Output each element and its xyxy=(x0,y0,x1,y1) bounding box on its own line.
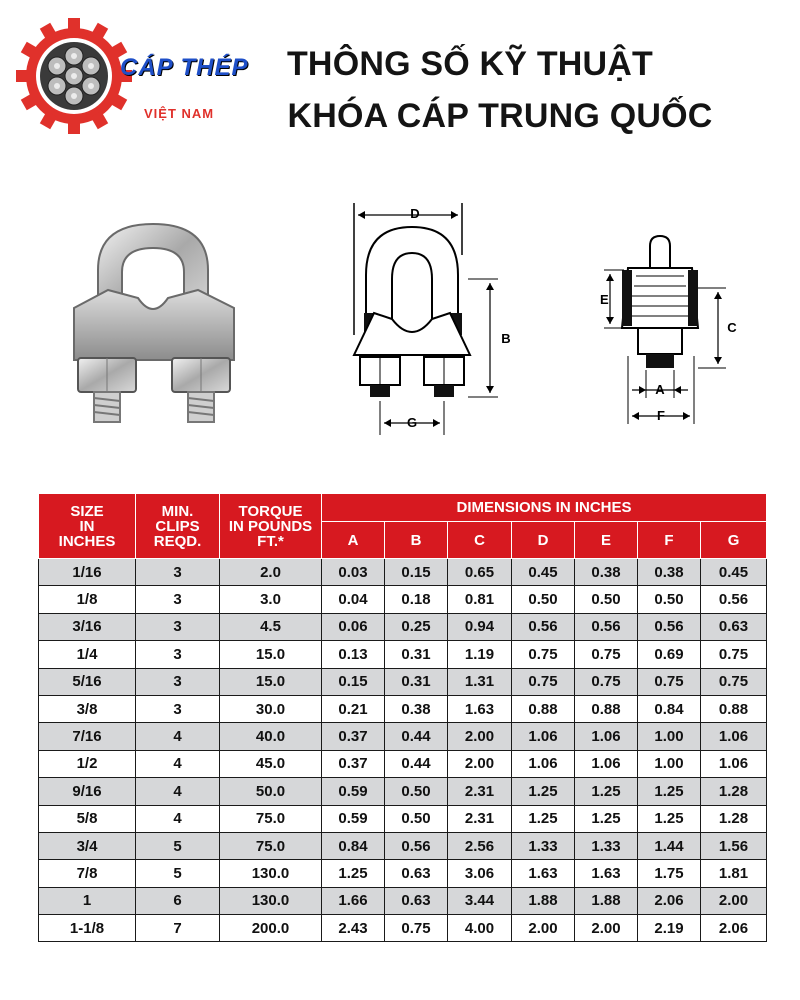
cell-clips: 4 xyxy=(136,723,220,750)
cell-clips: 3 xyxy=(136,641,220,668)
cell-b: 0.25 xyxy=(385,613,448,640)
cell-a: 2.43 xyxy=(322,915,385,942)
cell-clips: 3 xyxy=(136,613,220,640)
wire-rope-clip-photo xyxy=(58,210,258,430)
table-row xyxy=(39,641,767,668)
header-col-b: B xyxy=(385,522,448,559)
cell-d: 0.45 xyxy=(512,559,575,586)
logo-text-top: CÁP THÉP xyxy=(120,54,249,81)
cell-e: 1.88 xyxy=(575,887,638,914)
cell-b: 0.44 xyxy=(385,750,448,777)
cell-e: 0.88 xyxy=(575,695,638,722)
cell-b: 0.18 xyxy=(385,586,448,613)
header-col-c: C xyxy=(448,522,512,559)
cell-d: 0.56 xyxy=(512,613,575,640)
cell-a: 0.84 xyxy=(322,832,385,859)
cell-d: 1.06 xyxy=(512,750,575,777)
cell-c: 4.00 xyxy=(448,915,512,942)
table-row xyxy=(39,860,767,887)
cell-e: 1.06 xyxy=(575,750,638,777)
cell-torque: 4.5 xyxy=(220,613,322,640)
cell-g: 1.06 xyxy=(701,723,767,750)
cell-a: 0.03 xyxy=(322,559,385,586)
spec-table-body xyxy=(39,559,767,942)
cell-torque: 200.0 xyxy=(220,915,322,942)
title-line-1: THÔNG SỐ KỸ THUẬT xyxy=(286,45,654,83)
cell-g: 2.06 xyxy=(701,915,767,942)
cell-a: 0.04 xyxy=(322,586,385,613)
cell-torque: 75.0 xyxy=(220,832,322,859)
cell-clips: 3 xyxy=(136,586,220,613)
cell-a: 0.13 xyxy=(322,641,385,668)
cell-a: 0.59 xyxy=(322,778,385,805)
header-col-e: E xyxy=(575,522,638,559)
cell-b: 0.31 xyxy=(385,641,448,668)
logo-text-bottom: VIỆT NAM xyxy=(144,106,215,121)
header-size xyxy=(39,494,136,559)
cell-d: 1.06 xyxy=(512,723,575,750)
cell-a: 1.66 xyxy=(322,887,385,914)
cell-c: 2.00 xyxy=(448,750,512,777)
cell-g: 0.88 xyxy=(701,695,767,722)
cell-size: 1/8 xyxy=(39,586,136,613)
cell-f: 0.50 xyxy=(638,586,701,613)
cell-e: 1.25 xyxy=(575,805,638,832)
cell-d: 0.75 xyxy=(512,641,575,668)
cell-c: 2.31 xyxy=(448,805,512,832)
cell-c: 0.81 xyxy=(448,586,512,613)
cell-f: 2.06 xyxy=(638,887,701,914)
cell-e: 0.75 xyxy=(575,668,638,695)
cell-e: 0.75 xyxy=(575,641,638,668)
cell-b: 0.50 xyxy=(385,805,448,832)
cell-a: 1.25 xyxy=(322,860,385,887)
label-d: D xyxy=(410,206,420,221)
header-col-f: F xyxy=(638,522,701,559)
cell-b: 0.38 xyxy=(385,695,448,722)
cell-c: 3.44 xyxy=(448,887,512,914)
table-row xyxy=(39,750,767,777)
cell-clips: 5 xyxy=(136,832,220,859)
header-torque-line: IN POUNDS xyxy=(228,517,313,535)
cell-f: 1.25 xyxy=(638,778,701,805)
cell-e: 1.25 xyxy=(575,778,638,805)
cell-d: 0.75 xyxy=(512,668,575,695)
table-row xyxy=(39,832,767,859)
cell-c: 1.63 xyxy=(448,695,512,722)
cell-g: 1.81 xyxy=(701,860,767,887)
cell-b: 0.63 xyxy=(385,887,448,914)
label-a: A xyxy=(655,382,665,397)
cell-g: 1.56 xyxy=(701,832,767,859)
cell-d: 1.88 xyxy=(512,887,575,914)
cell-size: 3/8 xyxy=(39,695,136,722)
header-col-a: A xyxy=(322,522,385,559)
cell-clips: 3 xyxy=(136,559,220,586)
cell-d: 2.00 xyxy=(512,915,575,942)
cell-e: 1.06 xyxy=(575,723,638,750)
cell-torque: 75.0 xyxy=(220,805,322,832)
cell-g: 1.28 xyxy=(701,805,767,832)
cell-e: 0.50 xyxy=(575,586,638,613)
cell-size: 3/16 xyxy=(39,613,136,640)
table-row xyxy=(39,613,767,640)
cell-c: 2.00 xyxy=(448,723,512,750)
cell-c: 1.19 xyxy=(448,641,512,668)
cell-g: 0.75 xyxy=(701,668,767,695)
cell-torque: 30.0 xyxy=(220,695,322,722)
header-size-line: IN xyxy=(79,517,95,535)
table-row xyxy=(39,723,767,750)
header-torque xyxy=(220,494,322,559)
cell-c: 0.94 xyxy=(448,613,512,640)
cell-clips: 3 xyxy=(136,695,220,722)
table-row xyxy=(39,887,767,914)
header-clips-line: MIN. xyxy=(161,502,194,520)
table-row xyxy=(39,695,767,722)
cell-c: 1.31 xyxy=(448,668,512,695)
cell-f: 0.75 xyxy=(638,668,701,695)
cell-b: 0.63 xyxy=(385,860,448,887)
cell-a: 0.06 xyxy=(322,613,385,640)
cell-d: 1.25 xyxy=(512,778,575,805)
cell-b: 0.50 xyxy=(385,778,448,805)
cell-clips: 3 xyxy=(136,668,220,695)
cell-d: 1.63 xyxy=(512,860,575,887)
table-row xyxy=(39,805,767,832)
label-f: F xyxy=(657,408,665,423)
cell-d: 0.50 xyxy=(512,586,575,613)
cell-e: 1.63 xyxy=(575,860,638,887)
cell-g: 2.00 xyxy=(701,887,767,914)
cell-size: 7/8 xyxy=(39,860,136,887)
header-size-line: SIZE xyxy=(70,502,104,520)
cell-size: 7/16 xyxy=(39,723,136,750)
cell-g: 1.06 xyxy=(701,750,767,777)
cell-f: 0.84 xyxy=(638,695,701,722)
label-c: C xyxy=(727,320,737,335)
label-e: E xyxy=(600,292,609,307)
table-row xyxy=(39,668,767,695)
cell-e: 0.38 xyxy=(575,559,638,586)
cell-e: 1.33 xyxy=(575,832,638,859)
cell-g: 0.45 xyxy=(701,559,767,586)
cell-d: 1.33 xyxy=(512,832,575,859)
cell-clips: 7 xyxy=(136,915,220,942)
title-line-2: KHÓA CÁP TRUNG QUỐC xyxy=(287,97,713,135)
cell-torque: 50.0 xyxy=(220,778,322,805)
cell-f: 2.19 xyxy=(638,915,701,942)
side-view-diagram xyxy=(598,232,748,432)
table-row xyxy=(39,778,767,805)
cell-torque: 130.0 xyxy=(220,860,322,887)
header-clips xyxy=(136,494,220,559)
cell-g: 1.28 xyxy=(701,778,767,805)
cell-d: 0.88 xyxy=(512,695,575,722)
cell-torque: 130.0 xyxy=(220,887,322,914)
label-b: B xyxy=(501,331,511,346)
cell-e: 2.00 xyxy=(575,915,638,942)
cell-size: 3/4 xyxy=(39,832,136,859)
cell-c: 2.56 xyxy=(448,832,512,859)
header-clips-line: REQD. xyxy=(153,532,202,550)
cell-c: 3.06 xyxy=(448,860,512,887)
cell-c: 2.31 xyxy=(448,778,512,805)
cell-g: 0.56 xyxy=(701,586,767,613)
table-row xyxy=(39,915,767,942)
cell-g: 0.63 xyxy=(701,613,767,640)
cell-clips: 6 xyxy=(136,887,220,914)
cell-f: 1.44 xyxy=(638,832,701,859)
cell-size: 9/16 xyxy=(39,778,136,805)
cell-size: 5/8 xyxy=(39,805,136,832)
cell-b: 0.75 xyxy=(385,915,448,942)
cell-torque: 2.0 xyxy=(220,559,322,586)
cell-a: 0.59 xyxy=(322,805,385,832)
cell-clips: 4 xyxy=(136,805,220,832)
header-col-d: D xyxy=(512,522,575,559)
cell-torque: 40.0 xyxy=(220,723,322,750)
cell-torque: 15.0 xyxy=(220,641,322,668)
header-size-line: INCHES xyxy=(58,532,116,550)
cell-clips: 5 xyxy=(136,860,220,887)
cell-e: 0.56 xyxy=(575,613,638,640)
cell-a: 0.37 xyxy=(322,750,385,777)
cell-torque: 15.0 xyxy=(220,668,322,695)
cell-g: 0.75 xyxy=(701,641,767,668)
cell-size: 1-1/8 xyxy=(39,915,136,942)
cell-size: 1/2 xyxy=(39,750,136,777)
cell-b: 0.31 xyxy=(385,668,448,695)
cell-clips: 4 xyxy=(136,778,220,805)
cell-size: 1/16 xyxy=(39,559,136,586)
cell-f: 0.38 xyxy=(638,559,701,586)
spec-table xyxy=(38,493,767,942)
cell-a: 0.21 xyxy=(322,695,385,722)
header-clips-line: CLIPS xyxy=(155,517,200,535)
cell-b: 0.56 xyxy=(385,832,448,859)
label-g: G xyxy=(406,415,418,430)
cell-b: 0.15 xyxy=(385,559,448,586)
cell-torque: 3.0 xyxy=(220,586,322,613)
cell-f: 1.00 xyxy=(638,723,701,750)
cell-torque: 45.0 xyxy=(220,750,322,777)
cell-a: 0.37 xyxy=(322,723,385,750)
cell-c: 0.65 xyxy=(448,559,512,586)
cell-size: 5/16 xyxy=(39,668,136,695)
cell-f: 1.75 xyxy=(638,860,701,887)
cell-size: 1/4 xyxy=(39,641,136,668)
cell-f: 0.56 xyxy=(638,613,701,640)
cell-b: 0.44 xyxy=(385,723,448,750)
page-title xyxy=(150,38,790,142)
cell-a: 0.15 xyxy=(322,668,385,695)
header-torque-line: FT.* xyxy=(257,532,284,550)
cell-f: 1.25 xyxy=(638,805,701,832)
header-torque-line: TORQUE xyxy=(238,502,303,520)
cell-size: 1 xyxy=(39,887,136,914)
table-row xyxy=(39,559,767,586)
cell-f: 1.00 xyxy=(638,750,701,777)
table-row xyxy=(39,586,767,613)
header-col-g: G xyxy=(701,522,767,559)
front-view-diagram xyxy=(330,195,550,445)
header-dimensions: DIMENSIONS IN INCHES xyxy=(322,494,767,522)
cell-clips: 4 xyxy=(136,750,220,777)
cell-d: 1.25 xyxy=(512,805,575,832)
cell-f: 0.69 xyxy=(638,641,701,668)
